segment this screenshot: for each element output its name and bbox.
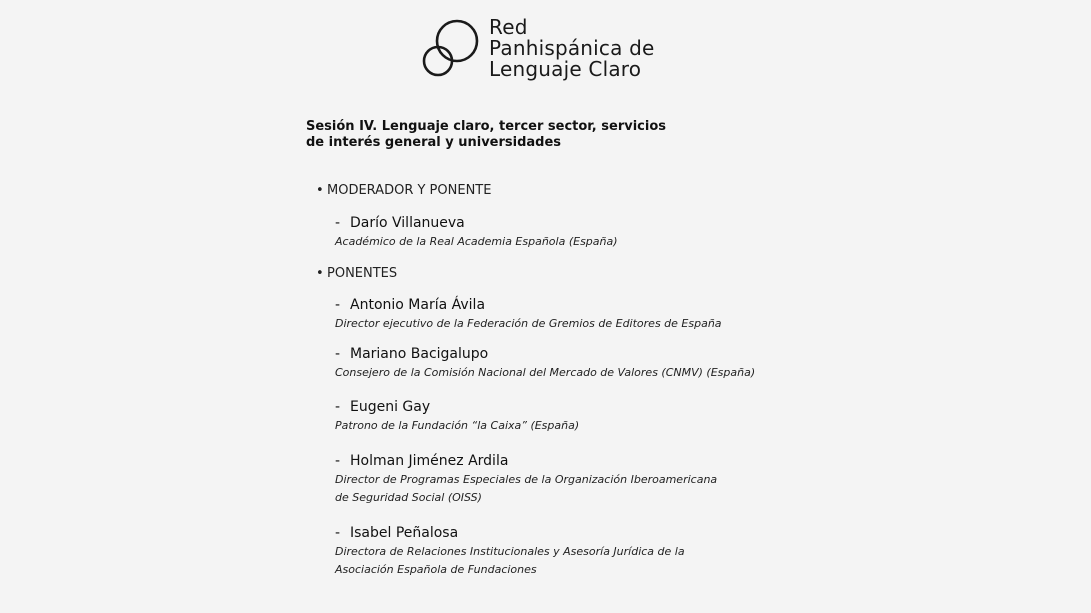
logo-line-2: Panhispánica de bbox=[489, 36, 655, 60]
logo bbox=[421, 16, 681, 86]
person-role: Consejero de la Comisión Nacional del Mercado de Valores (CNMV) (España) bbox=[335, 366, 756, 379]
person-antonio-maria-avila bbox=[335, 296, 722, 333]
person-eugeni-gay bbox=[335, 398, 579, 435]
person-name: - Eugeni Gay bbox=[335, 399, 431, 415]
person-isabel-penalosa bbox=[335, 524, 685, 579]
logo-line-3: Lenguaje Claro bbox=[489, 57, 642, 81]
person-role: Patrono de la Fundación “la Caixa” (España) bbox=[335, 419, 580, 432]
person-holman-jimenez-ardila bbox=[335, 452, 717, 507]
person-name: - Mariano Bacigalupo bbox=[335, 346, 489, 362]
person-role: Director ejecutivo de la Federación de Gremios de Editores de España bbox=[335, 317, 722, 330]
overlapping-circles-logo-icon bbox=[421, 16, 483, 80]
person-role: Director de Programas Especiales de la Organización Iberoamericana de Seguridad Social (OISS) bbox=[335, 473, 718, 504]
person-mariano-bacigalupo bbox=[335, 345, 755, 382]
bullet-icon: • bbox=[316, 183, 324, 198]
person-name: - Darío Villanueva bbox=[335, 215, 465, 231]
section-heading-moderator: • MODERADOR Y PONENTE bbox=[316, 183, 492, 198]
bullet-icon: • bbox=[316, 266, 324, 281]
section-heading-speakers: • PONENTES bbox=[316, 266, 398, 281]
person-name: - Holman Jiménez Ardila bbox=[335, 453, 509, 469]
person-name: - Isabel Peñalosa bbox=[335, 525, 459, 541]
logo-line-1: Red bbox=[489, 15, 528, 39]
person-name: - Antonio María Ávila bbox=[335, 297, 486, 313]
session-title: Sesión IV. Lenguaje claro, tercer sector, servicios de interés general y universidades bbox=[306, 119, 667, 150]
person-role: Directora de Relaciones Institucionales y Asesoría Jurídica de la Asociación Española de Fundaciones bbox=[335, 545, 685, 576]
logo-wordmark bbox=[489, 17, 655, 80]
person-dario-villanueva bbox=[335, 214, 618, 251]
person-role: Académico de la Real Academia Española (España) bbox=[335, 235, 618, 248]
